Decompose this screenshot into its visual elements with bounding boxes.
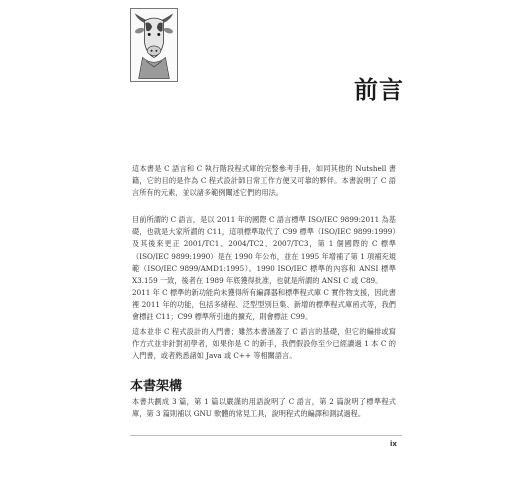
page-number: ix (390, 440, 397, 448)
chapter-title: 前言 (354, 76, 404, 104)
paragraph-structure: 本書共劃成 3 篇，第 1 篇以嚴謹的用語說明了 C 語言，第 2 篇說明了標準程式庫，第 3 篇則補以 GNU 軟體的常見工具，說明程式的編譯和測試過程。 (132, 397, 396, 419)
paragraph-c11-features: 2011 年 C 標準的新功能尚未獲得所有編譯器和標準程式庫 C 實作物支援，因此書裡 2011 年的功能，包括多緒程、泛型型別巨集、新增的標準程式庫函式等，我們會標註 C11；C99 標準所引進的擴充，則會標註 C99。 (132, 288, 396, 322)
footer-rule (130, 435, 402, 436)
cow-engraving-icon (130, 8, 178, 82)
paragraph-intro: 這本書是 C 語言和 C 執行階段程式庫的完整參考手冊，如同其他的 Nutshell 書籍，它的目的是作為 C 程式設計師日常工作方便又可靠的夥伴。本書說明了 C 語言所有的元素，並以諸多範例闡述它們的用法。 (132, 164, 396, 198)
paragraph-audience: 這本並非 C 程式設計的入門書；雖然本書涵蓋了 C 語言的基礎，但它的編排或寫作方式並非針對初學者，如果你是 C 的新手，我們假設你至少已經讀過 1 本 C 的入門書，或者熟悉諸如 Java 或 C++ 等相關語言。 (132, 327, 396, 361)
paragraph-standards: 目前所謂的 C 語言，是以 2011 年的國際 C 語言標準 ISO/IEC 9899:2011 為基礎，也就是大家所謂的 C11，這項標準取代了 C99 標準（ISO/IEC 9899:1999）及其後來更正 2001/TC1、2004/TC2、2007/TC3，第 1 個國際的 C 標準（ISO/IEC 9899:1990）是在 1990 年公布，並在 1995 年增補了第 1 項補充規範（ISO/IEC 9899/AMD1:1995）。1990 ISO/IEC 標準的內容和 ANSI 標準 X3.159 一致，後者在 1989 年底獲得批准，也就是所謂的 ANSI C 或 C89。 (132, 215, 396, 286)
section-heading-structure: 本書架構 (130, 379, 183, 394)
